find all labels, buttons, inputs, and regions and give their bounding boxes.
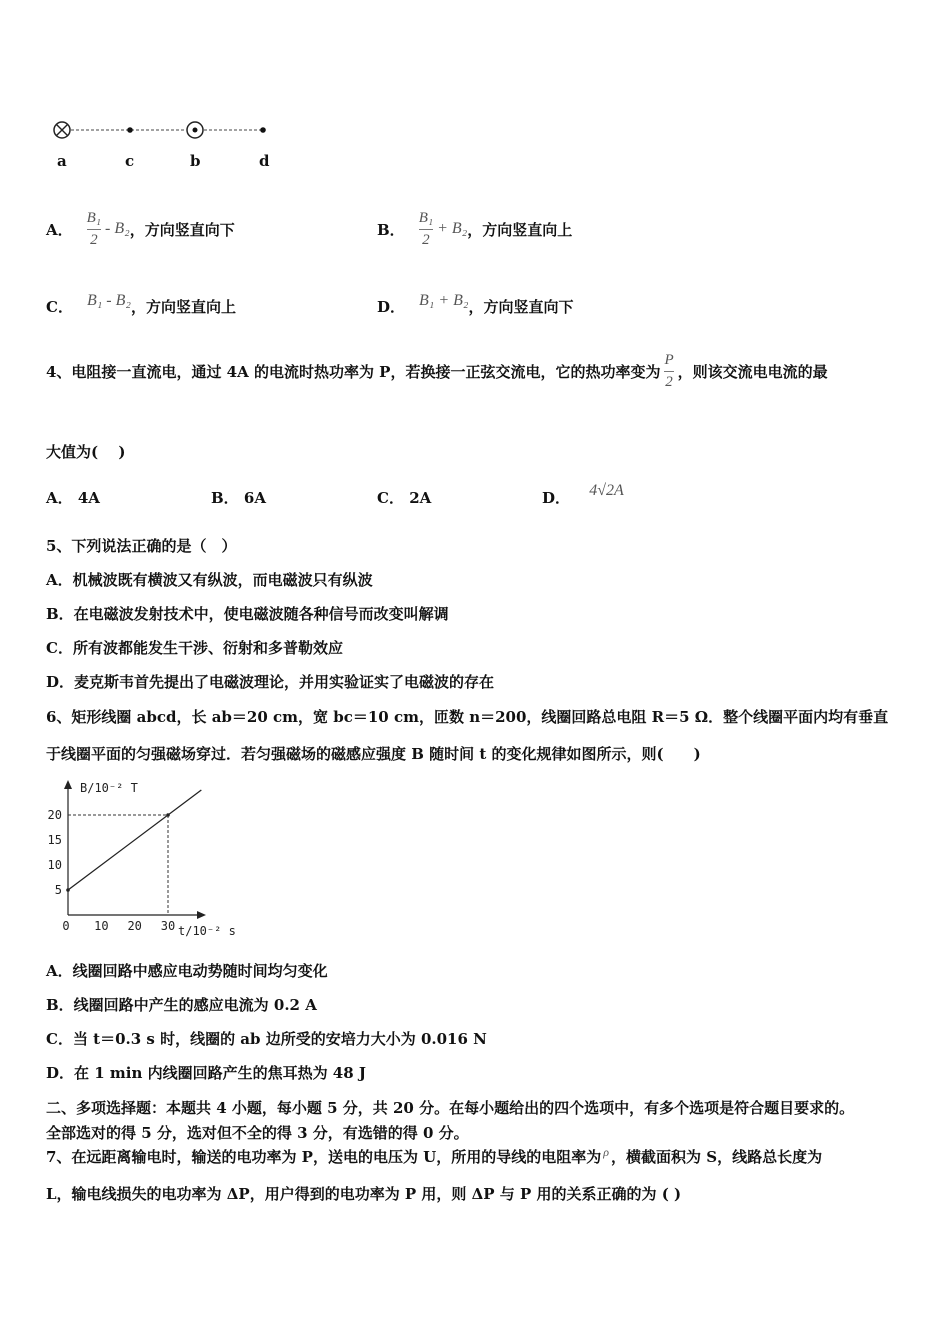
label-d: d bbox=[259, 152, 270, 170]
q3-option-c[interactable]: C． B₁ - B₂ ，方向竖直向上 bbox=[46, 291, 236, 316]
b-t-graph bbox=[40, 772, 240, 942]
data-point-start bbox=[66, 888, 70, 892]
y-axis-label: B/10⁻² T bbox=[80, 781, 138, 795]
q6-option-d[interactable]: D．在 1 min 内线圈回路产生的焦耳热为 48 J bbox=[46, 1064, 367, 1082]
q3-option-b[interactable]: B． $\frac{\text{B₁}}{2}$ + B₂ ，方向竖直向上 bbox=[377, 210, 573, 248]
fraction: $\frac{\text{B₁}}{2}$ bbox=[418, 210, 434, 248]
wire-a-into-page-icon bbox=[54, 122, 70, 138]
x-axis-arrow-icon bbox=[197, 911, 206, 919]
q4-option-c[interactable]: C． 2A bbox=[377, 489, 432, 507]
q6-stem-line2: 于线圈平面的匀强磁场穿过．若匀强磁场的磁感应强度 B 随时间 t 的变化规律如图所示，则( ) bbox=[46, 745, 701, 763]
q5-stem: 5、下列说法正确的是（ ） bbox=[46, 537, 237, 555]
y-tick-label: 15 bbox=[47, 833, 62, 847]
q4-option-a[interactable]: A． 4A bbox=[46, 489, 100, 507]
q7-stem-line1: 7、在远距离输电时，输送的电功率为 P，送电的电压为 U，所用的导线的电阻率为 ρ ，横截面积为 S，线路总长度为 bbox=[46, 1145, 823, 1166]
label-b: b bbox=[190, 152, 201, 170]
y-tick-label: 10 bbox=[47, 858, 62, 872]
section2-heading-line2: 全部选对的得 5 分，选对但不全的得 3 分，有选错的得 0 分。 bbox=[46, 1124, 469, 1142]
q5-option-a[interactable]: A．机械波既有横波又有纵波，而电磁波只有纵波 bbox=[46, 571, 373, 589]
q7-stem-line2: L，输电线损失的电功率为 ΔP，用户得到的电功率为 P 用，则 ΔP 与 P 用的关系正确的为 ( ) bbox=[46, 1185, 682, 1203]
q3-option-d[interactable]: D． B₁ + B₂ ，方向竖直向下 bbox=[377, 291, 574, 316]
q5-option-c[interactable]: C．所有波都能发生干涉、衍射和多普勒效应 bbox=[46, 639, 343, 657]
wire-figure bbox=[50, 118, 280, 178]
x-axis-label: t/10⁻² s bbox=[178, 924, 236, 938]
series-line bbox=[68, 790, 201, 890]
y-axis-arrow-icon bbox=[64, 780, 72, 789]
section2-heading-line1: 二、多项选择题：本题共 4 小题，每小题 5 分，共 20 分。在每小题给出的四个选项中，有多个选项是符合题目要求的。 bbox=[46, 1099, 855, 1117]
q6-option-b[interactable]: B．线圈回路中产生的感应电流为 0.2 A bbox=[46, 996, 317, 1014]
y-tick-label: 5 bbox=[54, 883, 62, 897]
x-tick-label: 10 bbox=[94, 919, 109, 933]
wire-b-out-of-page-icon bbox=[187, 122, 203, 138]
point-c bbox=[127, 127, 133, 133]
x-tick-label: 0 bbox=[62, 919, 70, 933]
q6-stem-line1: 6、矩形线圈 abcd，长 ab＝20 cm，宽 bc＝10 cm，匝数 n＝200，线圈回路总电阻 R＝5 Ω．整个线圈平面内均有垂直 bbox=[46, 708, 889, 726]
q6-option-c[interactable]: C．当 t＝0.3 s 时，线圈的 ab 边所受的安培力大小为 0.016 N bbox=[46, 1030, 487, 1048]
x-tick-label: 30 bbox=[160, 919, 176, 933]
y-tick-label: 20 bbox=[47, 808, 62, 822]
label-a: a bbox=[57, 152, 67, 170]
q4-option-b[interactable]: B． 6A bbox=[211, 489, 266, 507]
fraction: $\frac{\text{B₁}}{2}$ bbox=[86, 210, 102, 248]
q4-option-d[interactable]: D． 4√2A bbox=[542, 482, 624, 507]
q6-option-a[interactable]: A．线圈回路中感应电动势随时间均匀变化 bbox=[46, 962, 328, 980]
data-point-end bbox=[166, 813, 170, 817]
x-tick-label: 20 bbox=[127, 919, 142, 933]
fraction-p-over-2: $\frac{P}{2}$ bbox=[664, 352, 674, 390]
point-d bbox=[260, 127, 266, 133]
label-c: c bbox=[125, 152, 135, 170]
rho-symbol: ρ bbox=[603, 1145, 610, 1159]
q5-option-d[interactable]: D．麦克斯韦首先提出了电磁波理论，并用实验证实了电磁波的存在 bbox=[46, 673, 495, 691]
q5-option-b[interactable]: B．在电磁波发射技术中，使电磁波随各种信号而改变叫解调 bbox=[46, 605, 449, 623]
q3-option-a[interactable]: A． $\frac{\text{B₁}}{2}$ - B₂ ，方向竖直向下 bbox=[46, 210, 235, 248]
q4-stem-line1: 4、电阻接一直流电，通过 4A 的电流时热功率为 P，若换接一正弦交流电，它的热功率变为 $\frac{P}{2}$ ，则该交流电电流的最 bbox=[46, 352, 828, 390]
q4-stem-line2: 大值为( ) bbox=[46, 443, 126, 461]
